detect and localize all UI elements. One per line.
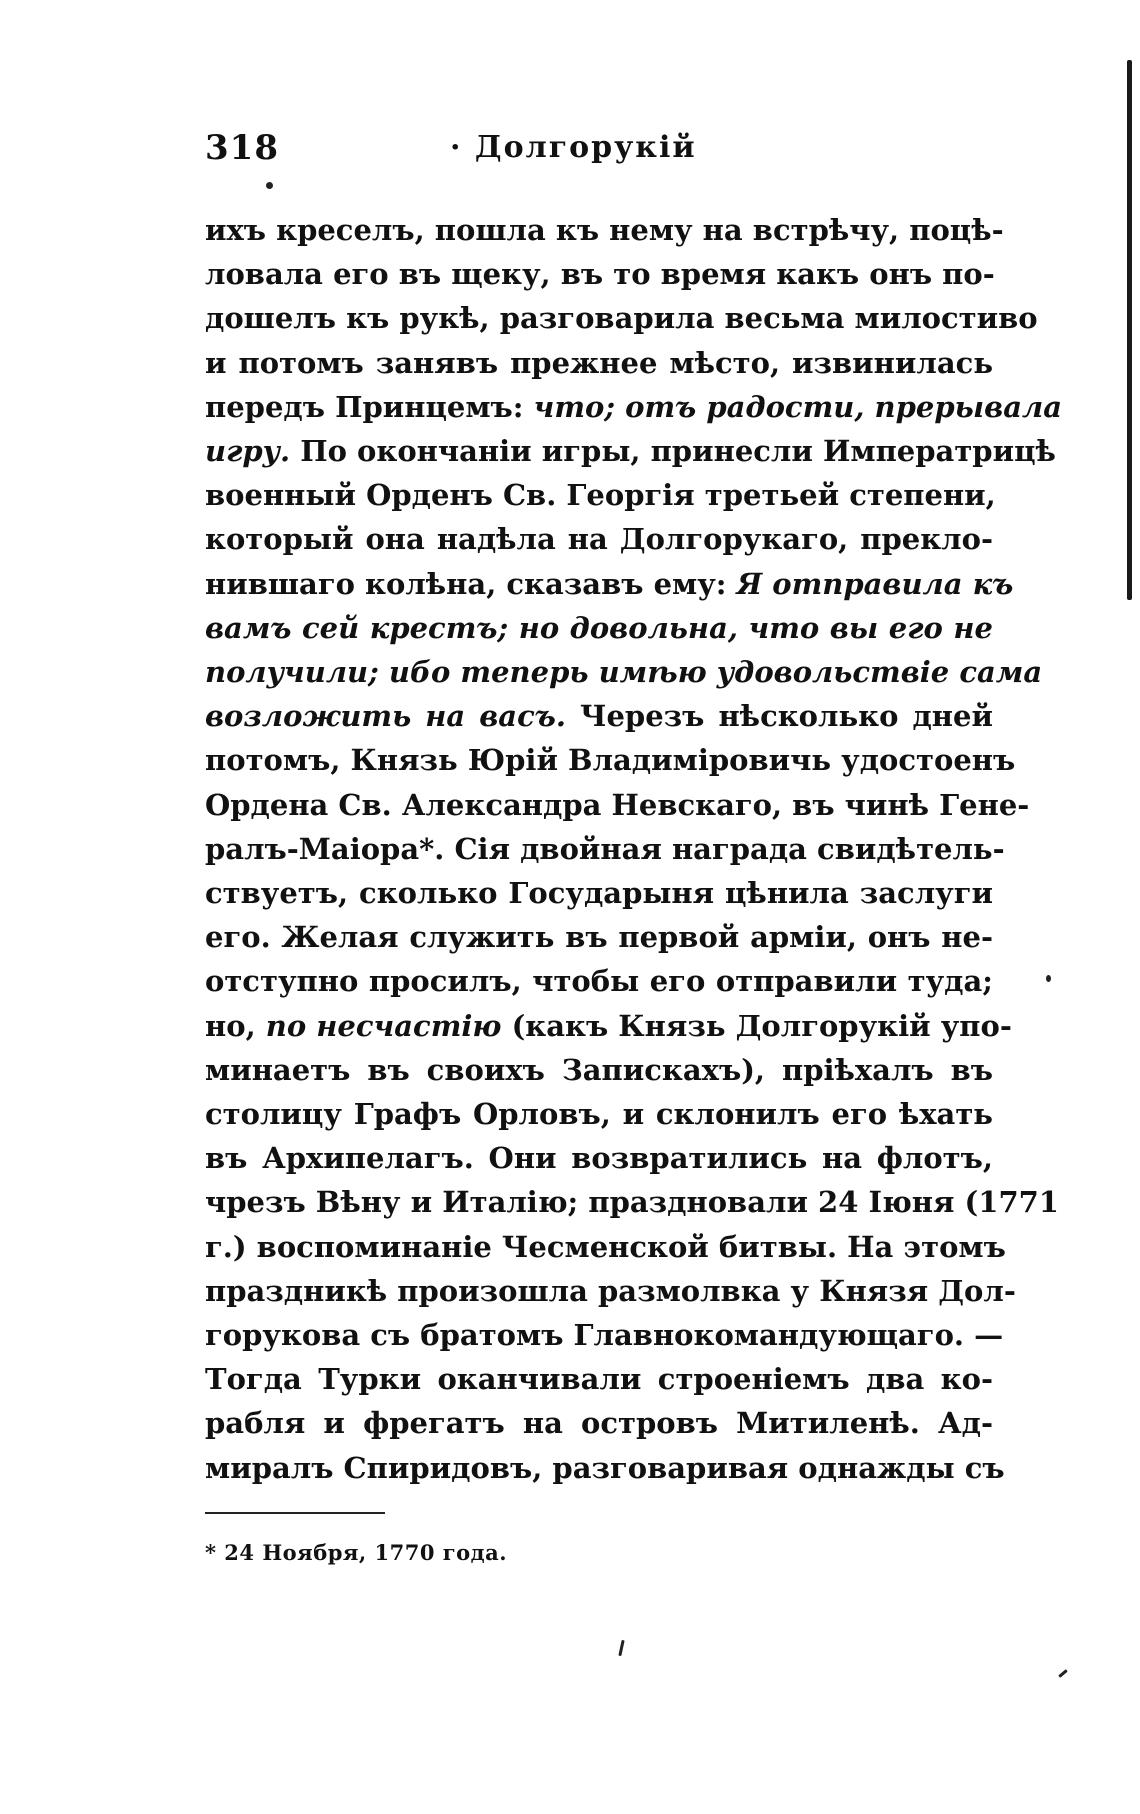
text-span: (какъ Князь Долгорукій упо- [501,1008,1012,1043]
text-span: который она надѣла на Долгорукаго, прекло- [205,522,993,557]
text-span: въ Архипелагъ. Они возвратились на флотъ, [205,1141,993,1176]
text-line [205,694,993,738]
text-line [205,341,993,385]
text-span: Черезъ нѣсколько дней [565,699,993,734]
ink-speck [1046,975,1051,982]
text-line [205,1092,993,1136]
text-line [205,385,1063,429]
text-line [205,296,1038,340]
italic-text-span: Я отправила къ [736,566,1014,601]
text-line [205,473,996,517]
text-line [205,827,1005,871]
text-span: Тогда Турки оканчивали строеніемъ два ко- [205,1362,993,1397]
text-line [205,1180,1059,1224]
text-line [205,1136,993,1180]
text-span: но, [205,1008,266,1043]
text-line [205,208,1004,252]
text-span: Ордена Св. Александра Невскаго, въ чинѣ Гене- [205,787,1030,822]
text-span: дошелъ къ рукѣ, разговарила весьма милостиво [205,301,1038,336]
footnote: * 24 Ноября, 1770 года. [205,1540,508,1565]
text-line [205,1225,1006,1269]
italic-text-span: что; отъ радости, прерывала [533,389,1063,424]
text-line [205,915,993,959]
text-line [205,738,1016,782]
text-line [205,959,993,1003]
footnote-rule [205,1512,385,1514]
text-line [205,1401,993,1445]
text-span: горукова съ братомъ Главнокомандующаго. — [205,1318,1004,1353]
ink-speck [266,182,273,189]
text-span: его. Желая служить въ первой арміи, онъ не- [205,920,993,955]
text-line [205,1048,993,1092]
italic-text-span: возложить на васъ. [205,699,566,734]
text-line [205,562,1014,606]
text-line [205,1004,1012,1048]
text-span: миралъ Спиридовъ, разговаривая однажды съ [205,1450,1005,1485]
text-line [205,429,1056,473]
text-line [205,1269,1016,1313]
text-span: ралъ-Маіора*. Сія двойная награда свидѣтель- [205,831,1005,866]
page-number: 318 [205,128,279,168]
text-span: отступно просилъ, чтобы его отправили туда; [205,964,993,999]
text-span: передъ Принцемъ: [205,389,534,424]
text-span: рабля и фрегатъ на островъ Митиленѣ. Ад- [205,1406,993,1441]
text-span: ствуетъ, сколько Государыня цѣнила заслуги [205,876,993,911]
text-span: и потомъ занявъ прежнее мѣсто, извинилась [205,345,993,380]
scan-edge-shadow [1127,60,1132,600]
ink-speck [618,1640,624,1656]
text-span: минаетъ въ своихъ Запискахъ), пріѣхалъ въ [205,1052,993,1087]
text-span: чрезъ Вѣну и Италію; праздновали 24 Іюня (1771 [205,1185,1059,1220]
text-span: столицу Графъ Орловъ, и склонилъ его ѣхать [205,1097,993,1132]
text-line [205,1446,1005,1490]
text-line [205,252,993,296]
text-span: военный Орденъ Св. Георгія третьей степени, [205,478,996,513]
italic-text-span: получили; ибо теперь имѣю удовольствіе сама [205,655,1043,690]
text-span: г.) воспоминаніе Чесменской битвы. На этомъ [205,1229,1006,1264]
text-line [205,1357,993,1401]
italic-text-span: игру. [205,434,291,469]
text-line [205,871,993,915]
ink-speck [1058,1669,1068,1678]
text-line [205,1313,1004,1357]
italic-text-span: вамъ сей крестъ; но довольна, что вы его не [205,610,993,645]
page-header [205,128,995,178]
text-span: По окончаніи игры, принесли Императрицѣ [290,434,1056,469]
text-span: нившаго колѣна, сказавъ ему: [205,566,737,601]
text-line [205,650,1043,694]
text-line [205,606,993,650]
text-span: ихъ креселъ, пошла къ нему на встрѣчу, поцѣ- [205,213,1004,247]
running-head: · Долгорукій [450,130,697,165]
italic-text-span: по несчастію [265,1008,502,1043]
text-span: ловала его въ щеку, въ то время какъ онъ по- [205,257,995,292]
text-span: потомъ, Князь Юрій Владиміровичь удостоенъ [205,743,1016,778]
main-text [205,208,1063,1490]
text-line [205,783,1030,827]
text-span: праздникѣ произошла размолвка у Князя Дол- [205,1273,1016,1308]
text-line [205,517,993,561]
